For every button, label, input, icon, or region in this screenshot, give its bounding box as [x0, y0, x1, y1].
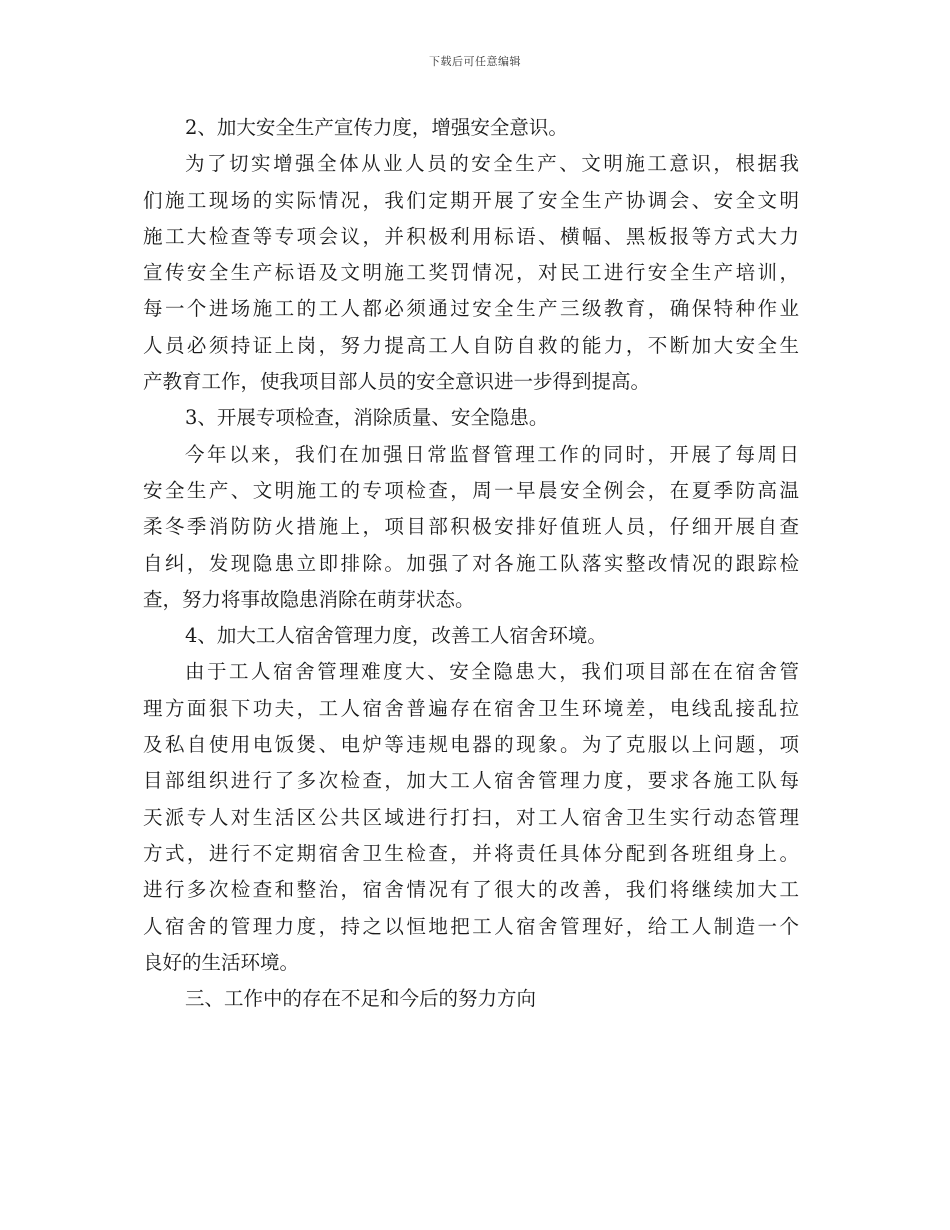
paragraph-line: 人员必须持证上岗，努力提高工人自防自救的能力，不断加大安全生: [143, 333, 799, 357]
section-heading: 三、工作中的存在不足和今后的努力方向: [185, 987, 537, 1011]
paragraph-line: 为了切实增强全体从业人员的安全生产、文明施工意识，根据我: [185, 152, 799, 176]
paragraph-line: 方式，进行不定期宿舍卫生检查，并将责任具体分配到各班组身上。: [143, 841, 799, 865]
paragraph-line: 们施工现场的实际情况，我们定期开展了安全生产协调会、安全文明: [143, 188, 799, 212]
section-heading: 4、加大工人宿舍管理力度，改善工人宿舍环境。: [185, 624, 607, 648]
paragraph-line: 天派专人对生活区公共区域进行打扫，对工人宿舍卫生实行动态管理: [143, 805, 799, 829]
paragraph-line: 理方面狠下功夫，工人宿舍普遍存在宿舍卫生环境差，电线乱接乱拉: [143, 696, 799, 720]
paragraph-line: 柔冬季消防防火措施上，项目部积极安排好值班人员，仔细开展自查: [143, 515, 799, 539]
paragraph-line: 2、加大安全生产宣传力度，增强安全意识。: [185, 116, 568, 139]
paragraph-line: 施工大检查等专项会议，并积极利用标语、横幅、黑板报等方式大力: [143, 224, 799, 248]
paragraph-line: 产教育工作，使我项目部人员的安全意识进一步得到提高。: [143, 370, 651, 394]
paragraph-line: 安全生产、文明施工的专项检查，周一早晨安全例会，在夏季防高温: [143, 478, 799, 502]
paragraph-line: 由于工人宿舍管理难度大、安全隐患大，我们项目部在在宿舍管: [185, 660, 799, 684]
paragraph-line: 今年以来，我们在加强日常监督管理工作的同时，开展了每周日: [185, 442, 799, 466]
section-heading: 3、开展专项检查，消除质量、安全隐患。: [185, 406, 549, 430]
paragraph-line: 良好的生活环境。: [143, 950, 300, 974]
paragraph-line: 进行多次检查和整治，宿舍情况有了很大的改善，我们将继续加大工: [143, 878, 799, 902]
paragraph-line: 及私自使用电饭煲、电炉等违规电器的现象。为了克服以上问题，项: [143, 733, 799, 757]
paragraph-line: 目部组织进行了多次检查，加大工人宿舍管理力度，要求各施工队每: [143, 769, 799, 793]
paragraph-line: 查，努力将事故隐患消除在萌芽状态。: [143, 587, 475, 611]
page-header-note: 下载后可任意编辑: [429, 55, 521, 68]
paragraph-line: 宣传安全生产标语及文明施工奖罚情况，对民工进行安全生产培训，: [143, 261, 799, 285]
paragraph-line: 人宿舍的管理力度，持之以恒地把工人宿舍管理好，给工人制造一个: [143, 914, 799, 938]
paragraph-line: 自纠，发现隐患立即排除。加强了对各施工队落实整改情况的跟踪检: [143, 551, 799, 575]
paragraph-line: 每一个进场施工的工人都必须通过安全生产三级教育，确保特种作业: [143, 297, 799, 321]
document-body: [143, 112, 799, 1019]
